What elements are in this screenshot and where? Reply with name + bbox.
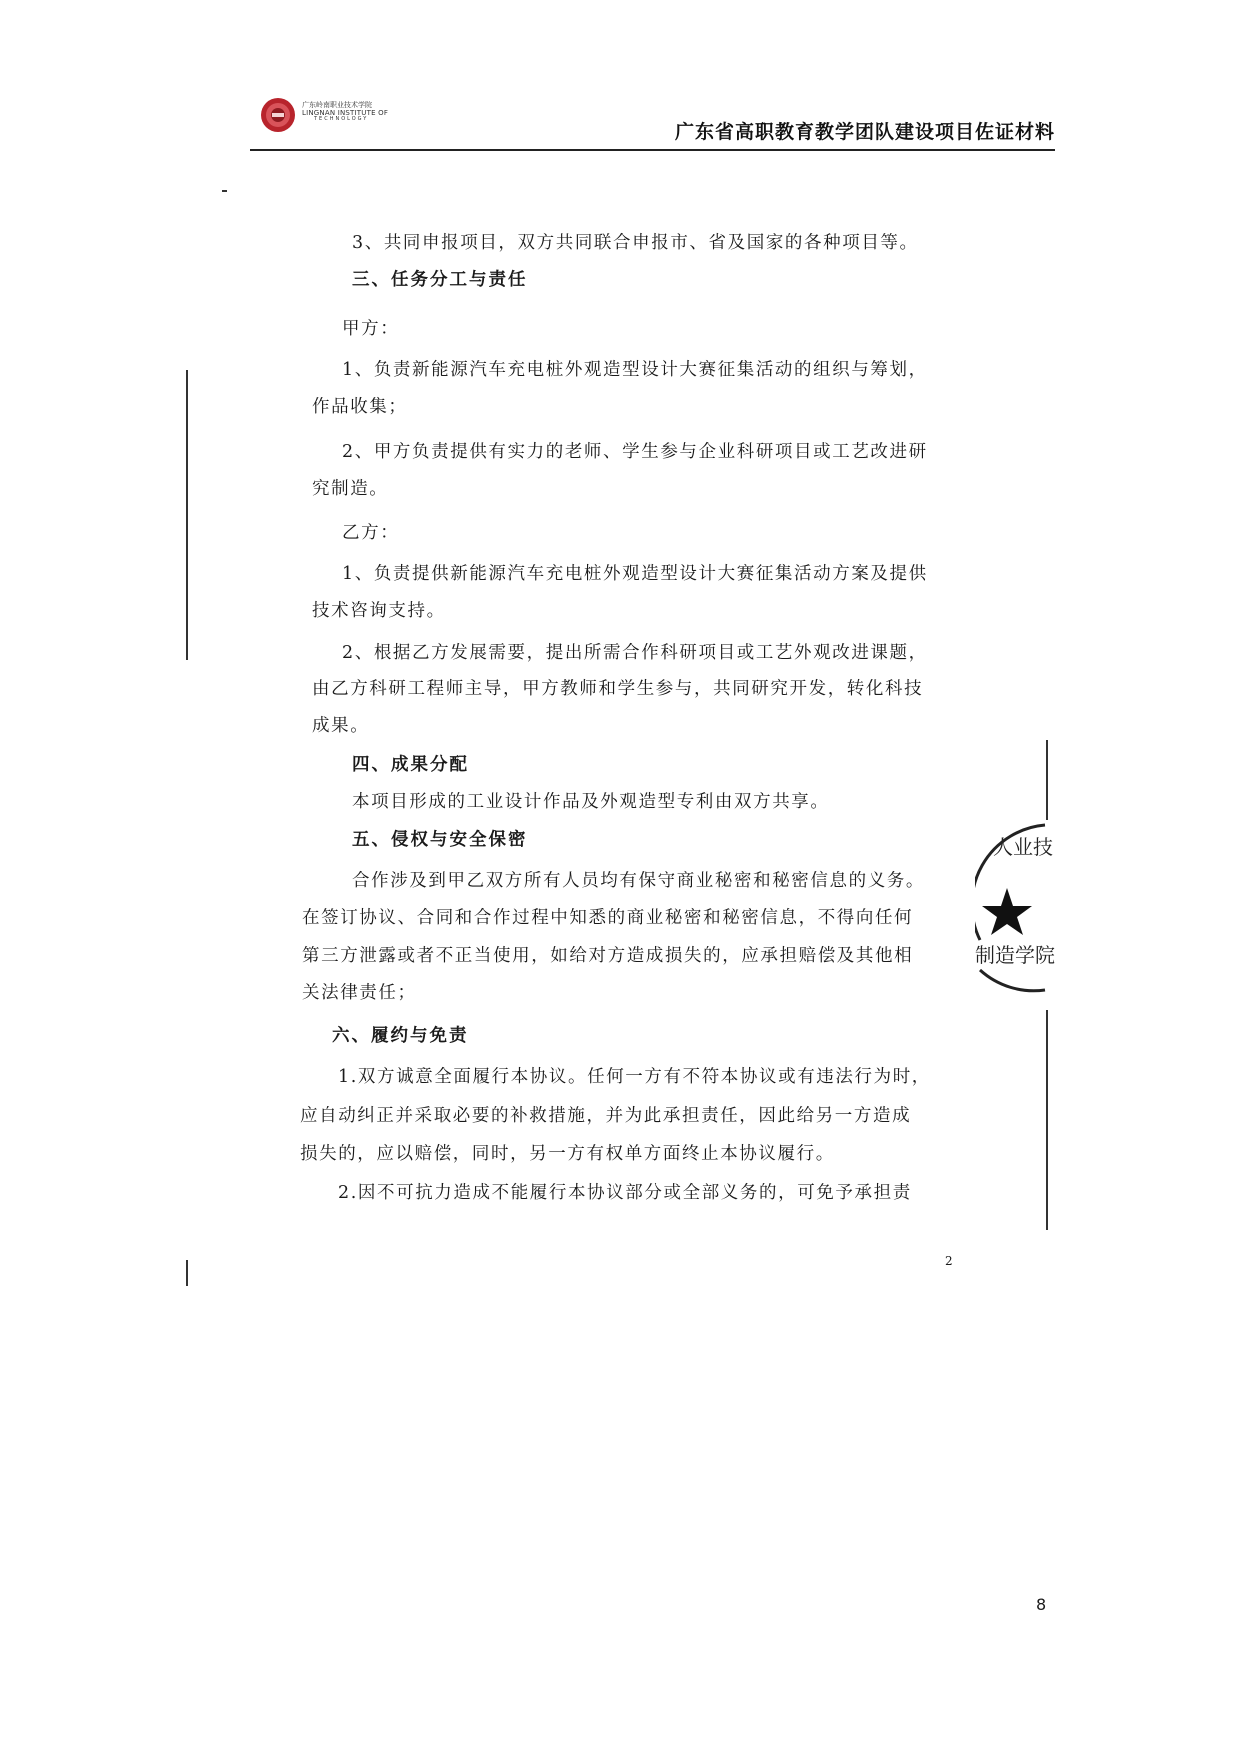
paragraph: 1.双方诚意全面履行本协议。任何一方有不符本协议或有违法行为时， bbox=[338, 1067, 931, 1087]
scan-artifact-line bbox=[1046, 740, 1048, 820]
institution-logo bbox=[258, 95, 408, 139]
paragraph: 1、负责提供新能源汽车充电桩外观造型设计大赛征集活动方案及提供 bbox=[342, 564, 928, 584]
scanned-page-number: 2 bbox=[945, 1254, 953, 1268]
emblem-icon bbox=[258, 95, 298, 135]
paragraph: 甲方： bbox=[342, 319, 400, 339]
paragraph: 乙方： bbox=[342, 523, 400, 543]
section-heading: 六、履约与免责 bbox=[332, 1026, 469, 1046]
svg-text:制造学院: 制造学院 bbox=[975, 943, 1055, 967]
scan-artifact-dot bbox=[222, 190, 227, 192]
paragraph: 技术咨询支持。 bbox=[312, 601, 446, 621]
paragraph: 在签订协议、合同和合作过程中知悉的商业秘密和秘密信息，不得向任何 bbox=[302, 908, 914, 928]
scan-artifact-line bbox=[1046, 1010, 1048, 1230]
page-number: 8 bbox=[1036, 1595, 1047, 1614]
logo-chinese-name: 广东岭南职业技术学院 bbox=[302, 101, 372, 109]
paragraph: 1、负责新能源汽车充电桩外观造型设计大赛征集活动的组织与筹划， bbox=[342, 360, 928, 380]
paragraph: 2.因不可抗力造成不能履行本协议部分或全部义务的，可免予承担责 bbox=[338, 1183, 912, 1203]
paragraph: 由乙方科研工程师主导，甲方教师和学生参与，共同研究开发，转化科技 bbox=[312, 679, 924, 699]
paragraph: 2、甲方负责提供有实力的老师、学生参与企业科研项目或工艺改进研 bbox=[342, 442, 928, 462]
section-heading: 四、成果分配 bbox=[352, 755, 469, 775]
paragraph: 3、共同申报项目，双方共同联合申报市、省及国家的各种项目等。 bbox=[352, 233, 919, 253]
seal-star-icon bbox=[975, 820, 1055, 1000]
official-seal bbox=[975, 820, 1055, 1000]
document-header bbox=[250, 95, 1055, 151]
paragraph: 应自动纠正并采取必要的补救措施，并为此承担责任，因此给另一方造成 bbox=[300, 1106, 912, 1126]
section-heading: 三、任务分工与责任 bbox=[352, 270, 528, 290]
section-heading: 五、侵权与安全保密 bbox=[352, 830, 528, 850]
svg-text:人业技: 人业技 bbox=[993, 835, 1053, 859]
paragraph: 成果。 bbox=[312, 716, 370, 736]
scan-artifact-line bbox=[186, 1260, 188, 1286]
paragraph: 损失的，应以赔偿，同时，另一方有权单方面终止本协议履行。 bbox=[300, 1144, 835, 1164]
paragraph: 关法律责任； bbox=[302, 983, 417, 1003]
paragraph: 2、根据乙方发展需要，提出所需合作科研项目或工艺外观改进课题， bbox=[342, 643, 928, 663]
paragraph: 合作涉及到甲乙双方所有人员均有保守商业秘密和秘密信息的义务。 bbox=[352, 871, 925, 891]
logo-english-subname: TECHNOLOGY bbox=[314, 116, 369, 123]
scan-artifact-line bbox=[186, 370, 188, 660]
logo-english-name: LINGNAN INSTITUTE OF bbox=[302, 109, 389, 118]
paragraph: 作品收集； bbox=[312, 397, 408, 417]
header-title: 广东省高职教育教学团队建设项目佐证材料 bbox=[674, 121, 1055, 143]
paragraph: 究制造。 bbox=[312, 479, 389, 499]
paragraph: 第三方泄露或者不正当使用，如给对方造成损失的，应承担赔偿及其他相 bbox=[302, 946, 914, 966]
paragraph: 本项目形成的工业设计作品及外观造型专利由双方共享。 bbox=[352, 792, 830, 812]
